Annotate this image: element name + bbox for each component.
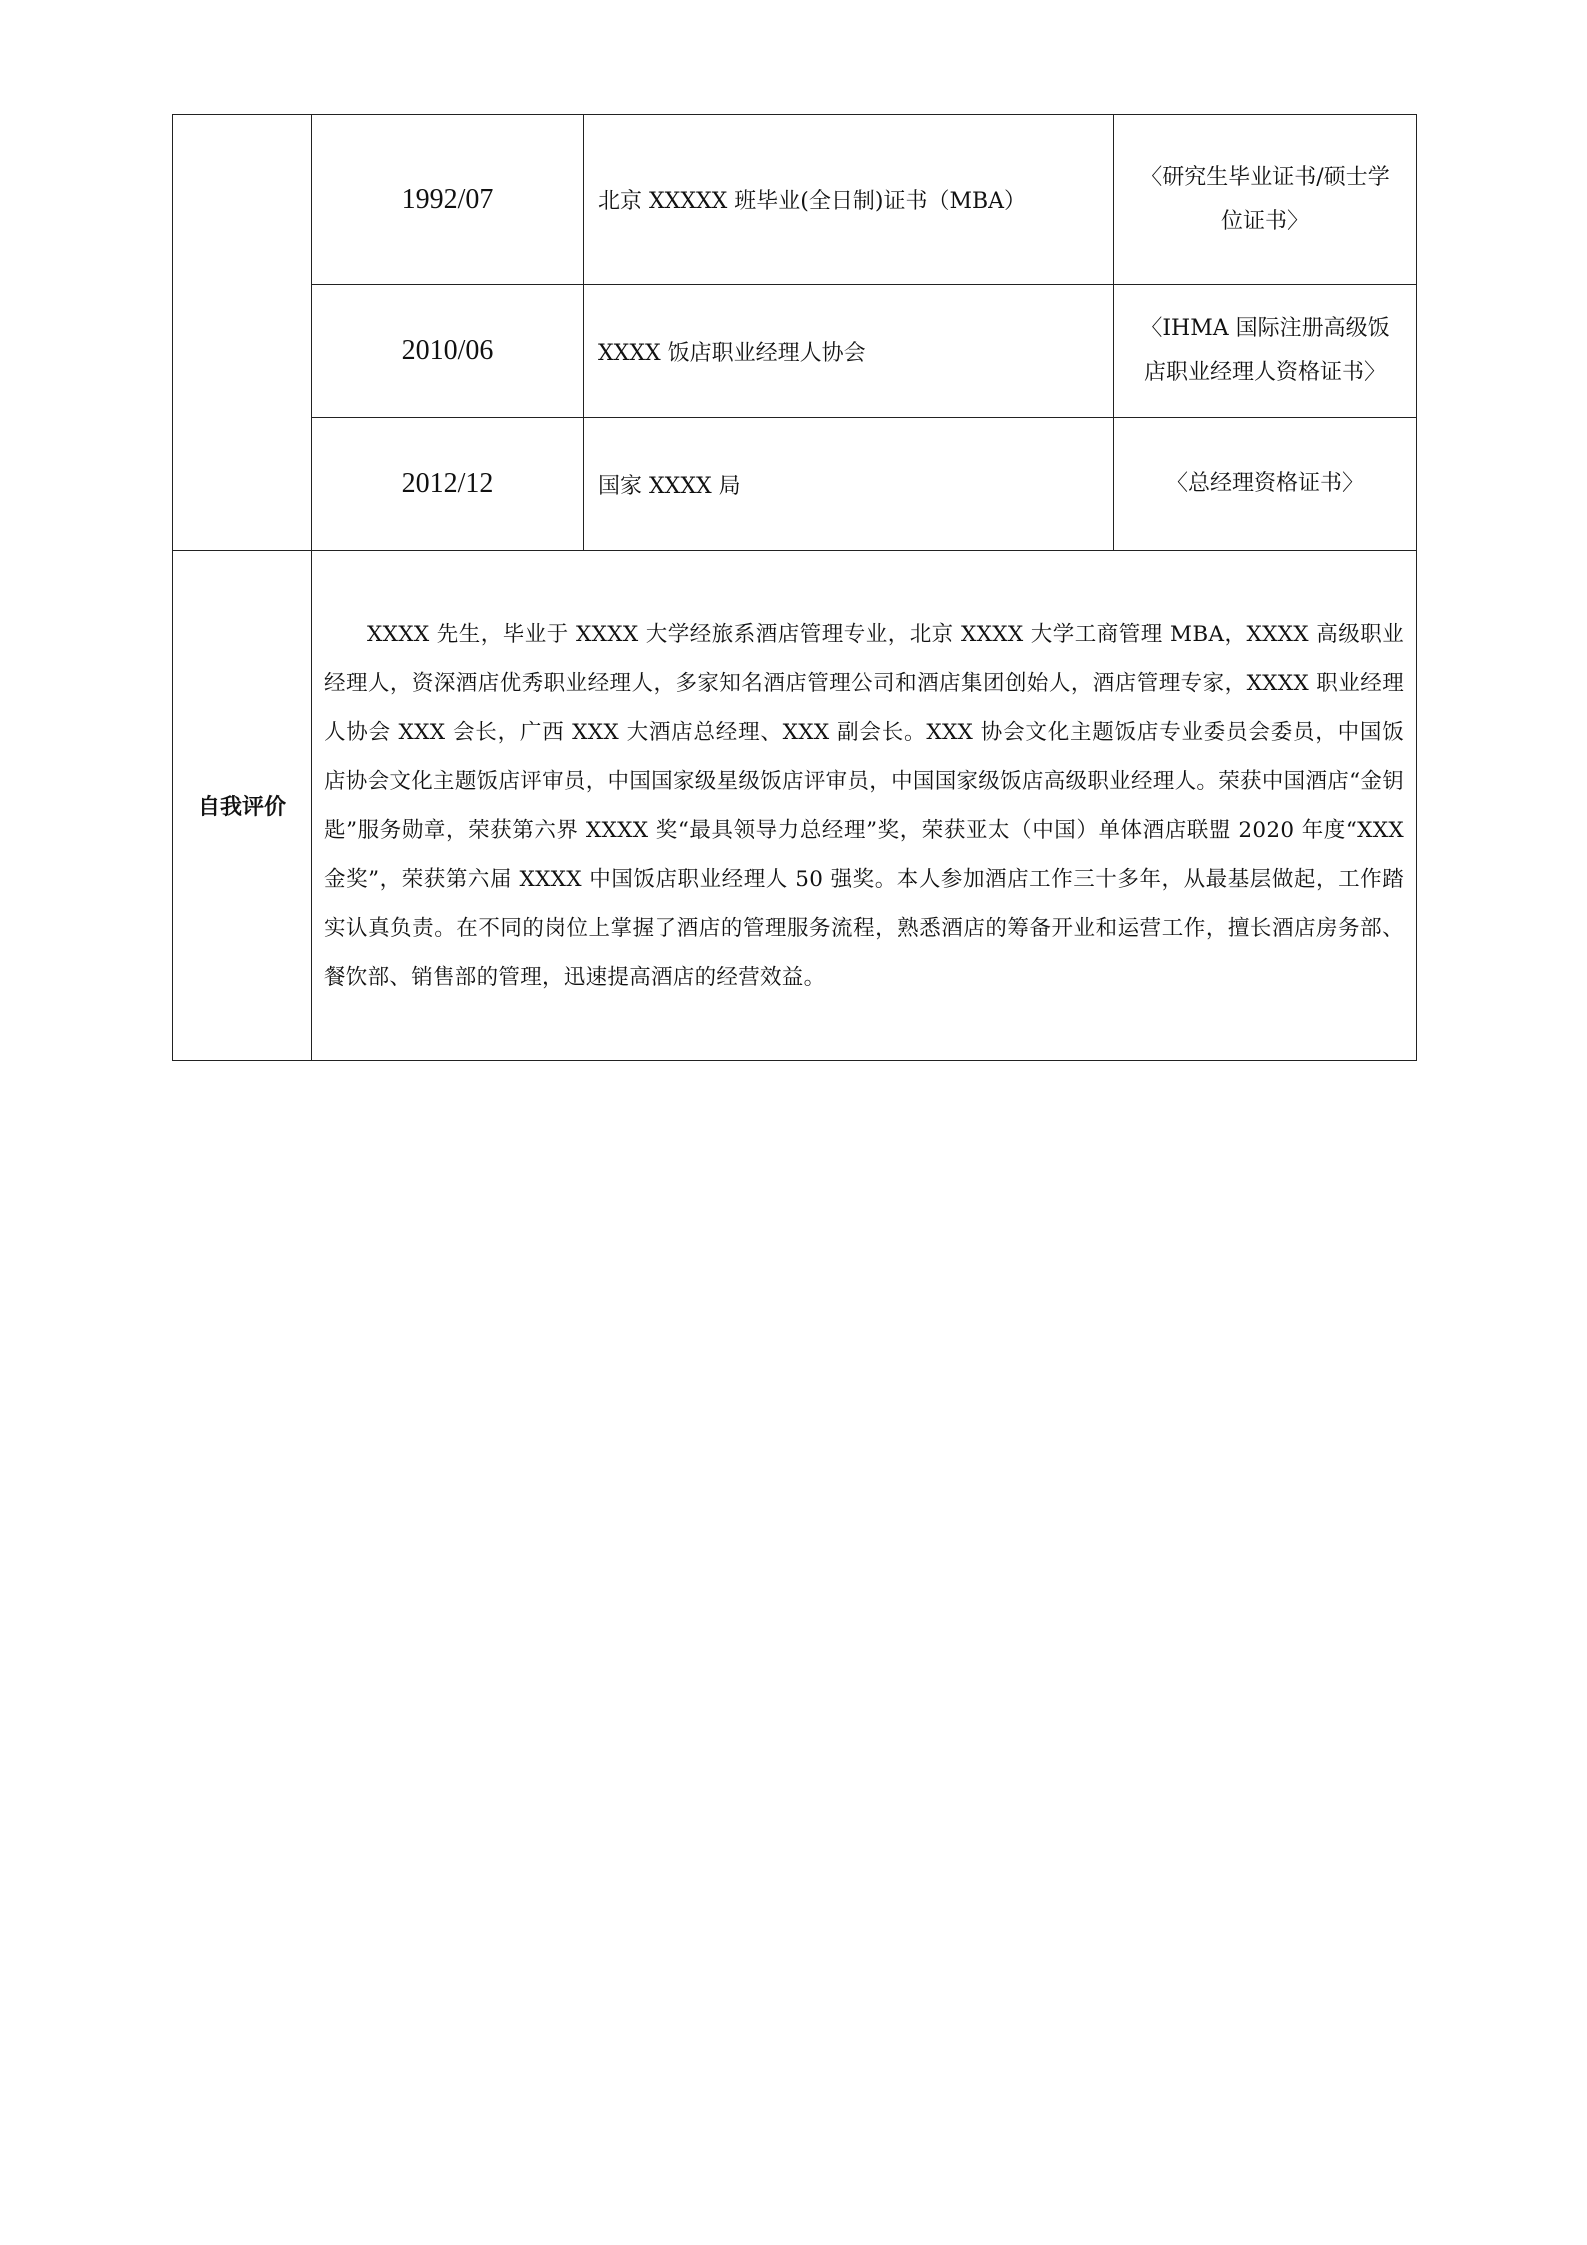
qualification-certificate: 〈总经理资格证书〉 xyxy=(1114,418,1417,551)
qualification-row xyxy=(173,418,1417,551)
qualification-label-cell xyxy=(173,115,312,551)
self-evaluation-cell xyxy=(312,551,1417,1061)
qualification-row xyxy=(173,115,1417,285)
qualification-date: 2012/12 xyxy=(312,418,584,551)
qualification-institution: XXXX 饭店职业经理人协会 xyxy=(584,285,1114,418)
qualification-certificate: 〈研究生毕业证书/硕士学位证书〉 xyxy=(1114,115,1417,285)
self-evaluation-row xyxy=(173,551,1417,1061)
qualification-row xyxy=(173,285,1417,418)
qualification-certificate: 〈IHMA 国际注册高级饭店职业经理人资格证书〉 xyxy=(1114,285,1417,418)
qualification-institution: 国家 XXXX 局 xyxy=(584,418,1114,551)
qualification-date: 2010/06 xyxy=(312,285,584,418)
self-evaluation-text: XXXX 先生，毕业于 XXXX 大学经旅系酒店管理专业，北京 XXXX 大学工商管理 MBA，XXXX 高级职业经理人，资深酒店优秀职业经理人，多家知名酒店管理公司和酒店集团创始人，酒店管理专家，XXXX 职业经理人协会 XXX 会长，广西 XXX 大酒店总经理、XXX 副会长。XXX 协会文化主题饭店专业委员会委员，中国饭店协会文化主题饭店评审员，中国国家级星级饭店评审员，中国国家级饭店高级职业经理人。荣获中国酒店“金钥匙”服务勋章，荣获第六界 XXXX 奖“最具领导力总经理”奖，荣获亚太（中国）单体酒店联盟 2020 年度“XXX 金奖”，荣获第六届 XXXX 中国饭店职业经理人 50 强奖。本人参加酒店工作三十多年，从最基层做起，工作踏实认真负责。在不同的岗位上掌握了酒店的管理服务流程，熟悉酒店的筹备开业和运营工作，擅长酒店房务部、餐饮部、销售部的管理，迅速提高酒店的经营效益。 xyxy=(324,621,1404,990)
qualification-date: 1992/07 xyxy=(312,115,584,285)
qualification-institution: 北京 XXXXX 班毕业(全日制)证书（MBA） xyxy=(584,115,1114,285)
resume-table xyxy=(172,114,1417,1061)
self-evaluation-label: 自我评价 xyxy=(173,551,312,1061)
